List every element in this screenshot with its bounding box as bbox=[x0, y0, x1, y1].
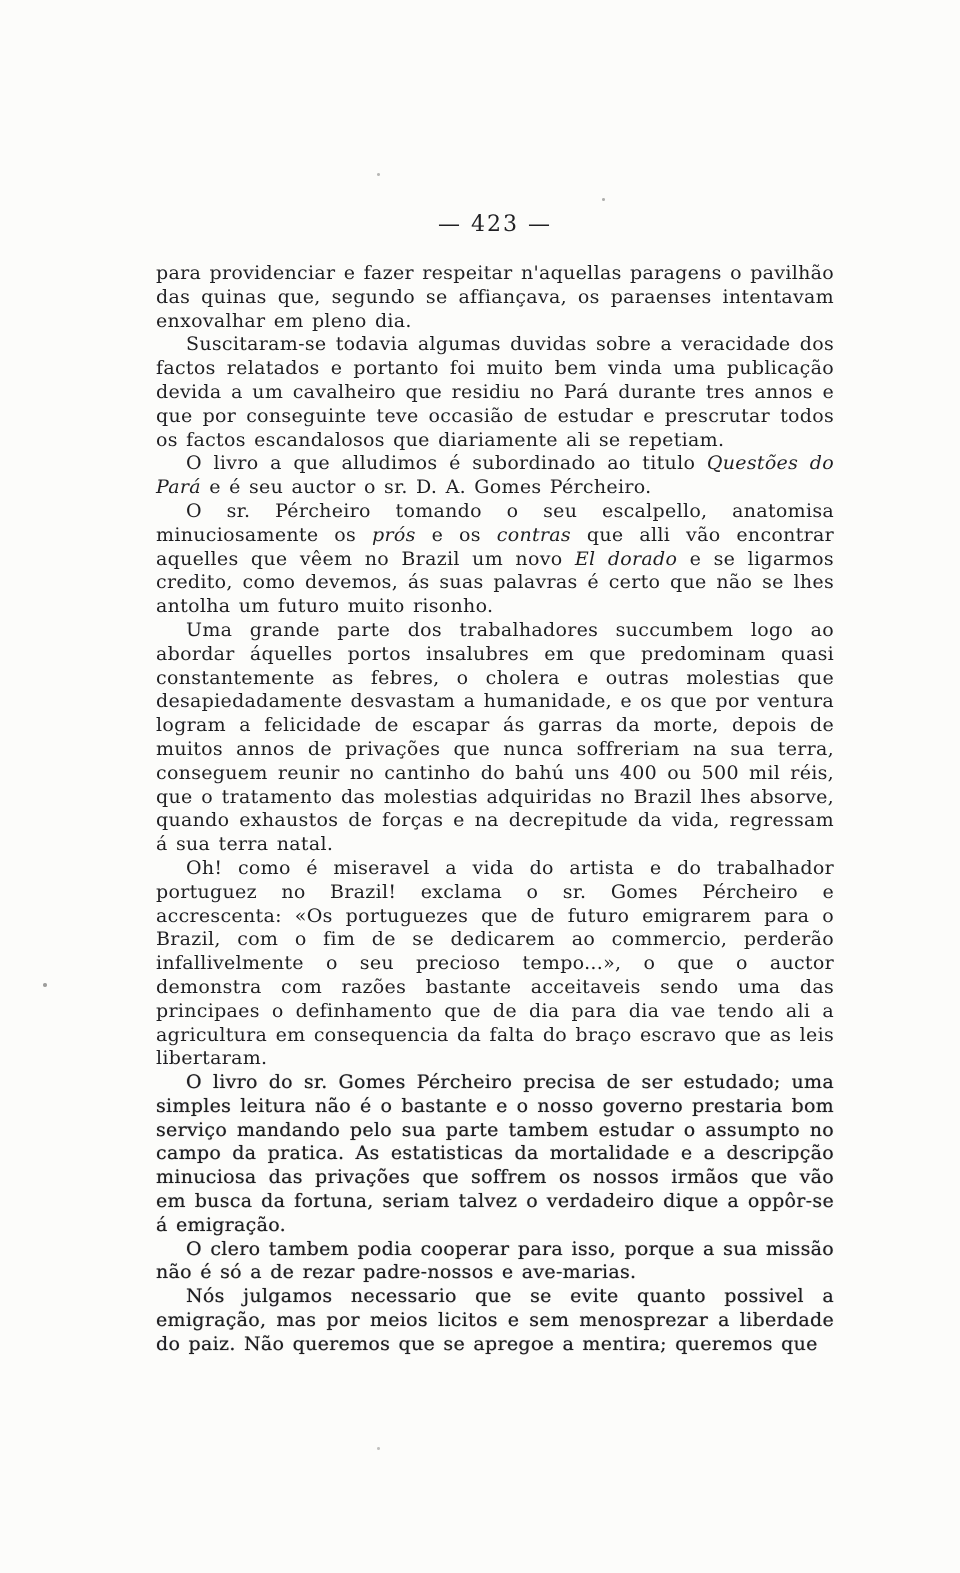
page-text bbox=[156, 262, 834, 1357]
text-run: O clero tambem podia cooperar para isso, porque a sua missão não é só a de rezar padre-nossos e ave-marias. bbox=[156, 1237, 834, 1284]
italic-text-run: contras bbox=[496, 523, 571, 546]
scan-speck bbox=[377, 1447, 380, 1450]
text-run: que alli vão encontrar aquelles que vêem no Brazil um novo bbox=[156, 523, 834, 570]
text-run: e os bbox=[415, 523, 497, 546]
paragraph bbox=[156, 619, 834, 857]
italic-text-run: El dorado bbox=[574, 547, 678, 570]
text-run: O livro do sr. Gomes Pércheiro precisa de ser estudado; uma simples leitura não é o bastante e o nosso governo prestaria bom serviço mandando pelo sua parte tambem estudar o assumpto no campo da pratica. As estatisticas da mortalidade e a descripção minuciosa das privações que soffrem os nossos irmãos que vão em busca da fortuna, seriam talvez o verdadeiro dique a oppôr-se á emigração. bbox=[156, 1071, 834, 1236]
text-run: e é seu auctor o sr. D. A. Gomes Pércheiro. bbox=[200, 476, 652, 499]
paragraph bbox=[156, 500, 834, 619]
text-run: Oh! como é miseravel a vida do artista e do trabalhador portuguez no Brazil! exclama o sr. Gomes Pércheiro e accrescenta: «Os portuguezes que de futuro emigrarem para o Brazil, com o fim de se dedicarem ao commercio, perderão infallivelmente o seu precioso tempo...», o que o auctor demonstra com razões bastante acceitaveis sendo uma das principaes o definhamento que de dia para dia vae tendo ali a agricultura em consequencia da falta do braço escravo que as leis libertaram. bbox=[156, 856, 834, 1070]
scan-speck bbox=[43, 983, 47, 987]
scan-speck bbox=[377, 173, 380, 176]
paragraph bbox=[156, 1071, 834, 1238]
page-number: — 423 — bbox=[438, 212, 552, 237]
text-run: Uma grande parte dos trabalhadores succumbem logo ao abordar áquelles portos insalubres em que predominam quasi constantemente as febres, o cholera e outras molestias que desapiedadamente desvastam a humanidade, e os que por ventura logram a felicidade de escapar ás garras da morte, depois de muitos annos de privações que nunca soffreriam na sua terra, conseguem reunir no cantinho do bahú uns 400 ou 500 mil réis, que o tratamento das molestias adquiridas no Brazil lhes absorve, quando exhaustos de forças e na decrepitude da vida, regressam á sua terra natal. bbox=[156, 618, 834, 856]
text-run: para providenciar e fazer respeitar n'aquellas paragens o pavilhão das quinas que, segundo se affiançava, os paraenses intentavam enxovalhar em pleno dia. bbox=[156, 262, 834, 332]
text-run: Suscitaram-se todavia algumas duvidas sobre a veracidade dos factos relatados e portanto foi muito bem vinda uma publicação devida a um cavalheiro que residiu no Pará durante tres annos e que por conseguinte teve occasião de estudar e prescrutar todos os factos escandalosos que diariamente ali se repetiam. bbox=[156, 333, 834, 451]
italic-text-run: Questões do Pará bbox=[156, 452, 835, 499]
paragraph bbox=[156, 262, 834, 333]
text-run: e se ligarmos credito, como devemos, ás suas palavras é certo que não se lhes antolha um futuro muito risonho. bbox=[156, 547, 834, 618]
italic-text-run: prós bbox=[372, 523, 416, 546]
text-run: O livro a que alludimos é subordinado ao titulo bbox=[186, 452, 707, 475]
paragraph bbox=[156, 1285, 834, 1356]
paragraph bbox=[156, 452, 834, 500]
paragraph bbox=[156, 333, 834, 452]
text-run: Nós julgamos necessario que se evite quanto possivel a emigração, mas por meios licitos e sem menosprezar a liberdade do paiz. Não queremos que se apregoe a mentira; queremos que bbox=[156, 1285, 834, 1355]
paragraph bbox=[156, 1238, 834, 1286]
paragraph bbox=[156, 857, 834, 1071]
text-run: O sr. Pércheiro tomando o seu escalpello, anatomisa minuciosamente os bbox=[156, 499, 834, 546]
scan-speck bbox=[602, 198, 605, 201]
